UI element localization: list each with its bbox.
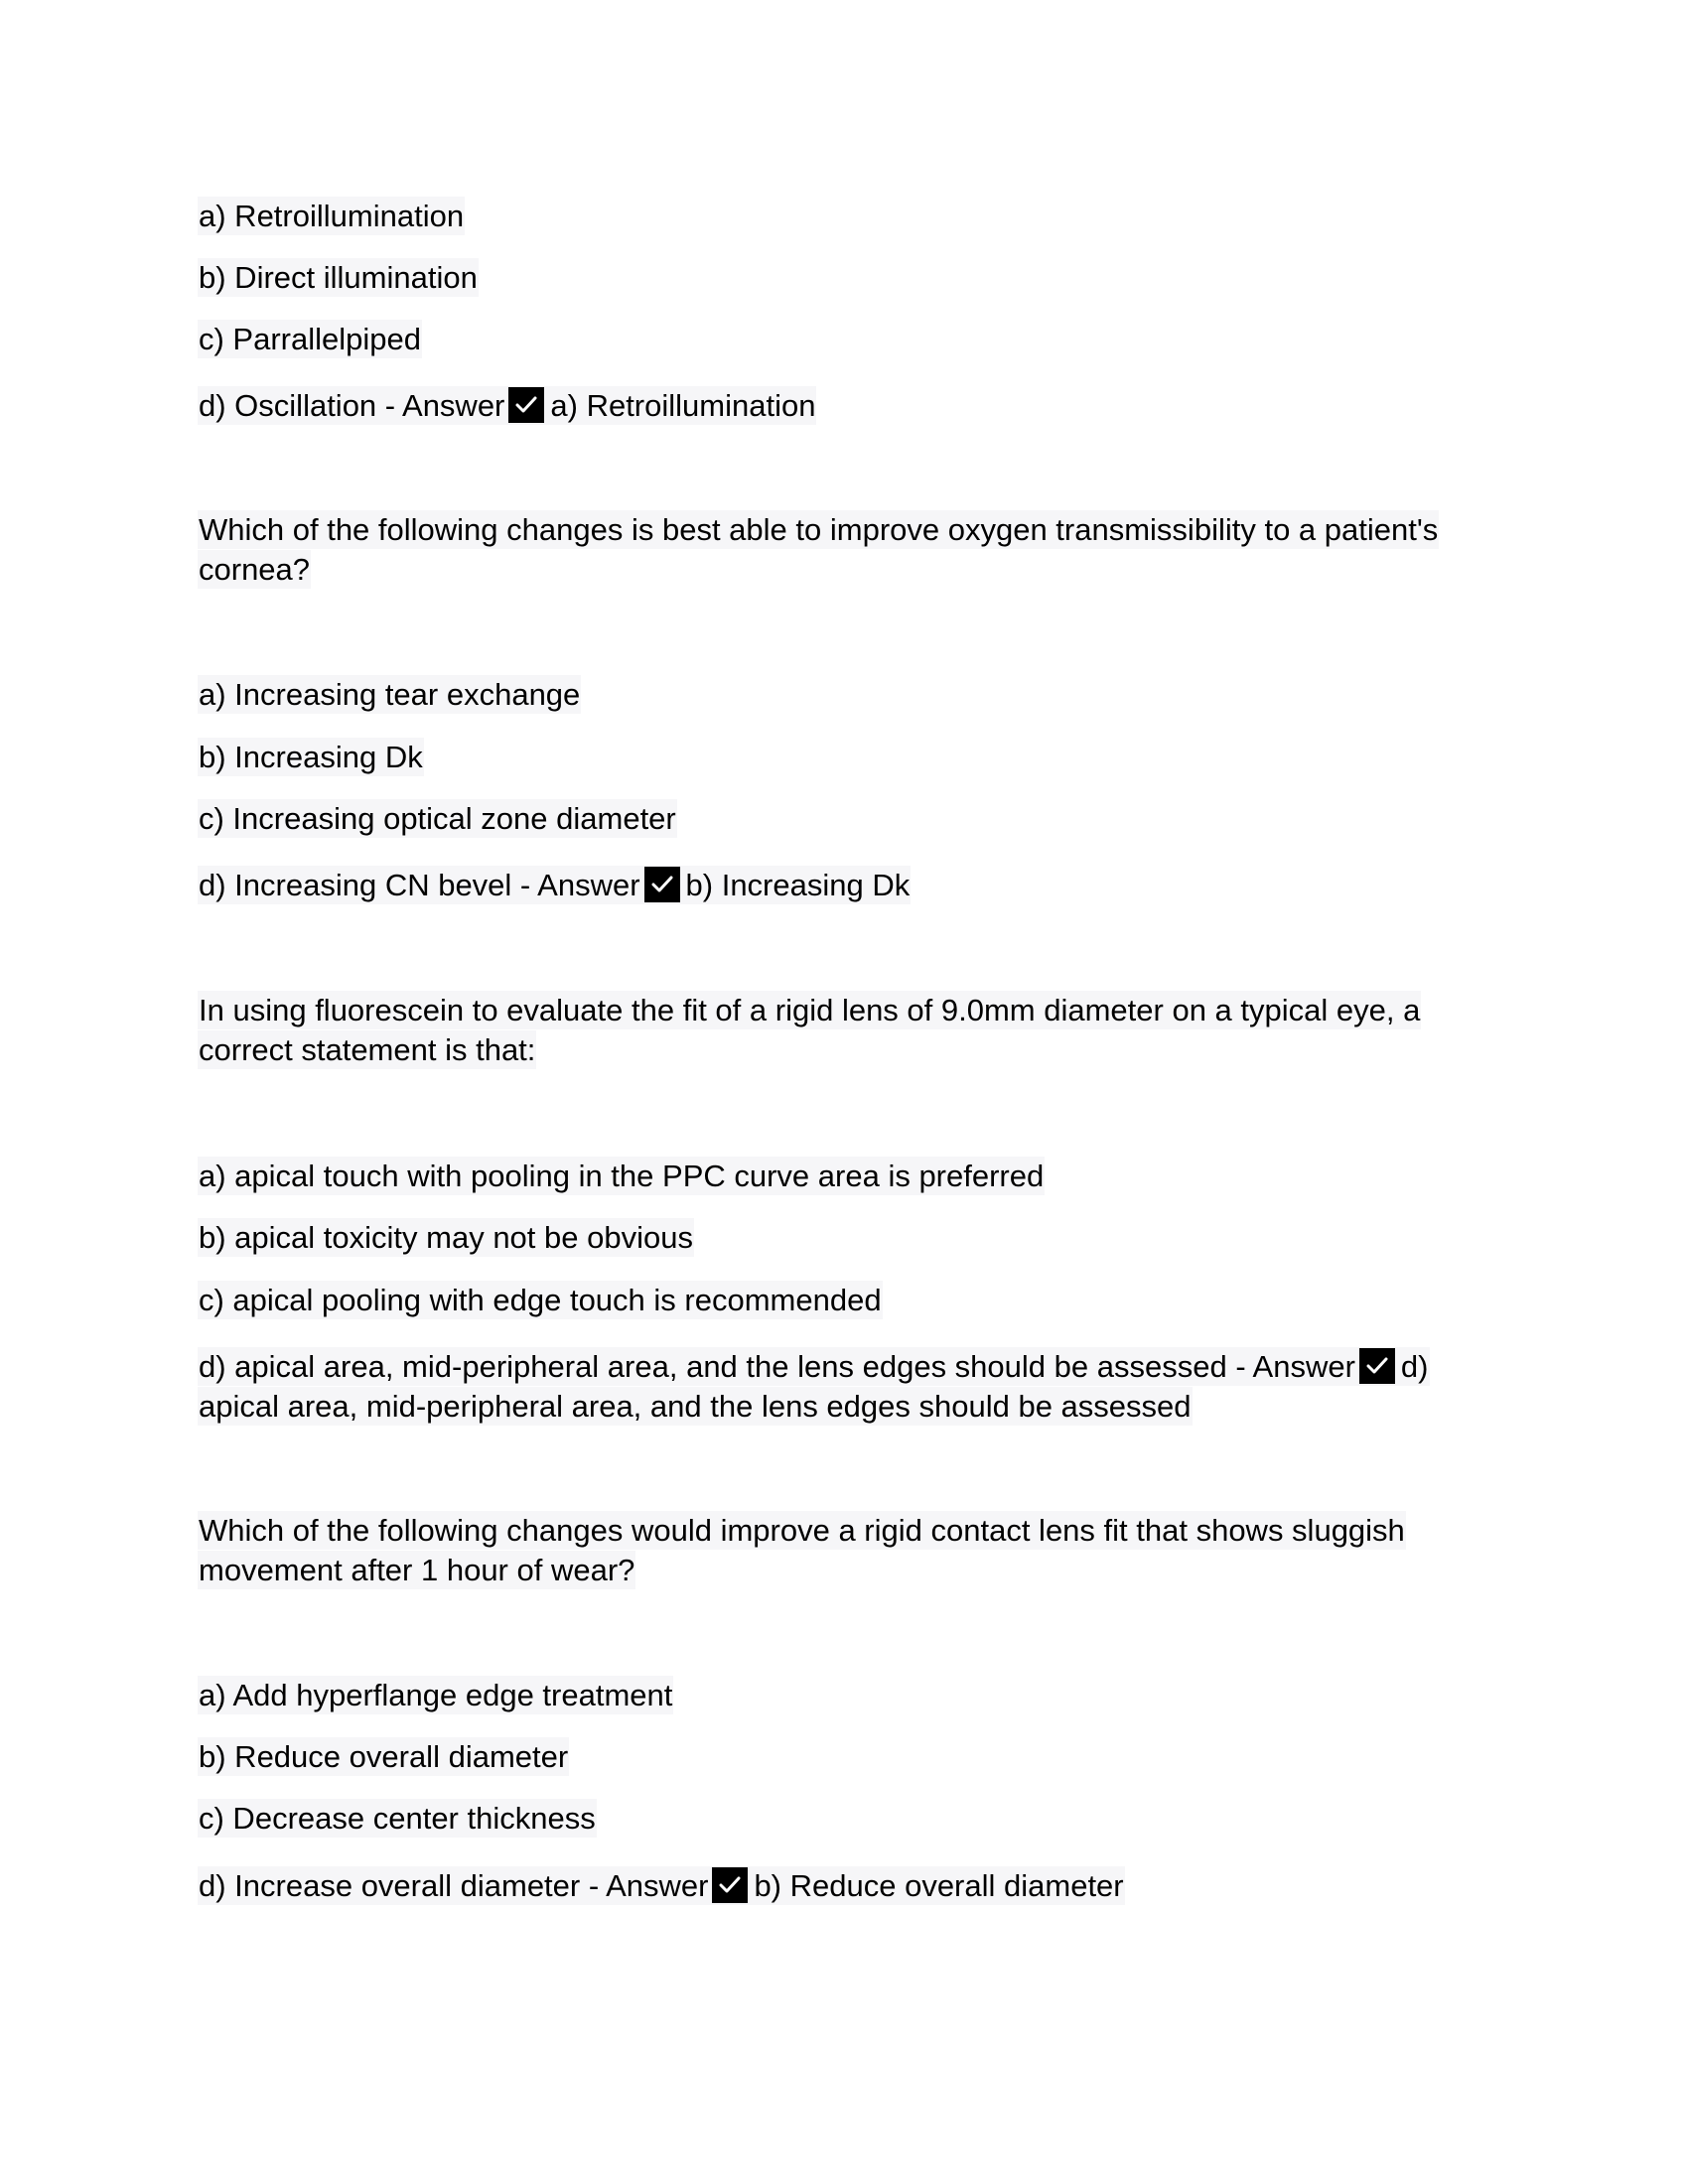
q1-option-d-with-answer [198, 386, 816, 426]
q3-option-c: c) apical pooling with edge touch is recommended [199, 1283, 882, 1317]
q1-answer: a) Retroillumination [550, 388, 816, 423]
q1-option-b: b) Direct illumination [199, 260, 478, 295]
q4-option-d-with-answer [198, 1866, 1125, 1906]
q4-option-d: d) Increase overall diameter - Answer [199, 1868, 709, 1903]
q3-option-d-with-answer [198, 1347, 1488, 1427]
q4-question: Which of the following changes would improve a rigid contact lens fit that shows sluggish movement after 1 hour of wear? [199, 1513, 1405, 1587]
q4-option-b: b) Reduce overall diameter [199, 1739, 569, 1774]
check-mark-icon [1359, 1348, 1395, 1384]
q4-option-c: c) Decrease center thickness [199, 1801, 596, 1836]
q2-answer: b) Increasing Dk [685, 868, 911, 902]
check-mark-icon [644, 867, 680, 902]
q2-option-d-with-answer [198, 866, 911, 905]
q3-option-d: d) apical area, mid-peripheral area, and the lens edges should be assessed - Answer [199, 1349, 1355, 1384]
q2-question: Which of the following changes is best able to improve oxygen transmissibility to a patient's cornea? [199, 512, 1439, 587]
q4-option-a: a) Add hyperflange edge treatment [199, 1678, 673, 1712]
q2-option-b: b) Increasing Dk [199, 740, 423, 774]
q3-option-b: b) apical toxicity may not be obvious [199, 1220, 693, 1255]
q3-question: In using fluorescein to evaluate the fit of a rigid lens of 9.0mm diameter on a typical eye, a correct statement is that: [199, 993, 1421, 1067]
q3-answer: d) apical area, mid-peripheral area, and the lens edges should be assessed [199, 1349, 1429, 1424]
check-mark-icon [712, 1867, 748, 1903]
q1-option-d: d) Oscillation - Answer [199, 388, 505, 423]
q3-option-a: a) apical touch with pooling in the PPC curve area is preferred [199, 1159, 1045, 1193]
check-mark-icon [508, 387, 544, 423]
q1-option-a: a) Retroillumination [199, 199, 465, 233]
q4-answer: b) Reduce overall diameter [754, 1868, 1124, 1903]
q2-option-a: a) Increasing tear exchange [199, 677, 581, 712]
q2-option-d: d) Increasing CN bevel - Answer [199, 868, 640, 902]
q1-option-c: c) Parrallelpiped [199, 322, 421, 356]
q2-option-c: c) Increasing optical zone diameter [199, 801, 676, 836]
